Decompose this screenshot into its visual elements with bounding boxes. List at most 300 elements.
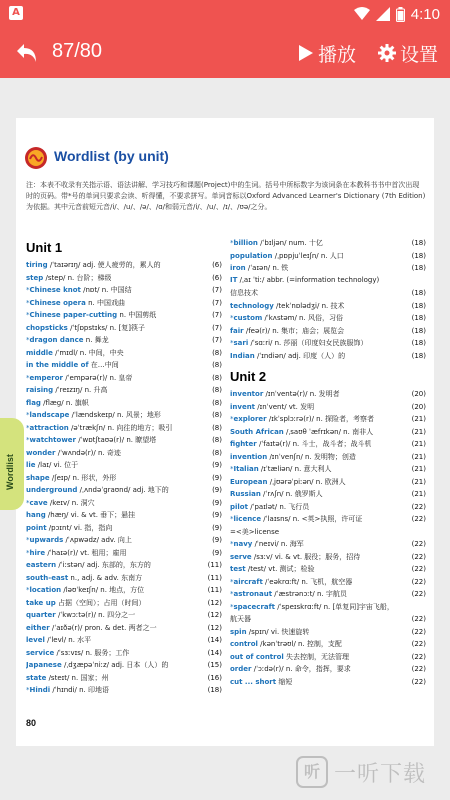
headword: test xyxy=(230,565,246,573)
definition: 占据（空间）；占用（时间） xyxy=(55,598,146,607)
word-entry-text xyxy=(26,285,132,295)
definition: /ˈaɪən/ n. 铁 xyxy=(245,264,289,272)
word-entry-text xyxy=(230,326,344,336)
page-ref: (12) xyxy=(207,623,222,632)
word-entry-text xyxy=(230,502,309,512)
headword: aircraft xyxy=(233,577,263,586)
word-entry-text xyxy=(26,685,109,695)
play-button[interactable] xyxy=(298,38,356,68)
page-ref: (20) xyxy=(411,402,426,411)
word-entry-text xyxy=(230,439,371,449)
headword: level xyxy=(26,636,45,644)
word-entry xyxy=(230,263,426,276)
page-ref: (7) xyxy=(212,286,222,294)
headword: emperor xyxy=(29,373,64,382)
star-marker: * xyxy=(26,411,30,419)
page-ref: (18) xyxy=(411,289,426,297)
word-entry xyxy=(230,527,426,540)
page-ref: (9) xyxy=(212,548,222,557)
headword: serve xyxy=(230,552,252,561)
word-entry xyxy=(26,273,222,286)
definition: /step/ n. 台阶；梯级 xyxy=(43,273,112,282)
word-entry xyxy=(230,313,426,326)
page-ref: (16) xyxy=(207,673,222,682)
definition: /ˈʌpwədz/ adv. 向上 xyxy=(63,536,132,544)
definition: /ˈempərə(r)/ n. 皇帝 xyxy=(63,373,133,382)
word-entry-text xyxy=(26,560,151,570)
page-ref: (9) xyxy=(212,461,222,469)
page-ref: (22) xyxy=(411,552,426,561)
definition: /ˈsɜːvɪs/ n. 服务；工作 xyxy=(54,648,130,657)
page-ref: (22) xyxy=(411,615,426,623)
star-marker: * xyxy=(230,314,234,322)
word-entry xyxy=(230,251,426,264)
page-ref: (22) xyxy=(411,577,426,586)
page-ref: (22) xyxy=(411,590,426,598)
page-ref: (21) xyxy=(411,427,426,436)
star-marker: * xyxy=(26,373,30,382)
headword: point xyxy=(26,523,47,532)
word-entry-text xyxy=(26,648,129,658)
definition: /ˈɔːdə(r)/ n. 命令，指挥，要求 xyxy=(251,665,351,673)
page-ref: (9) xyxy=(212,486,222,494)
definition: /ɪnˈvenʃn/ n. 发明物；创造 xyxy=(267,452,356,461)
definition: /ˈsɑːri/ n. 莎丽（印度妇女民族服饰） xyxy=(248,339,368,347)
headword: custom xyxy=(233,314,263,322)
page-ref: (21) xyxy=(411,415,426,423)
definition: /ˈrʌʃn/ n. 俄罗斯人 xyxy=(260,490,323,498)
word-entry-text xyxy=(26,260,161,270)
definition: /ɪnˈventə(r)/ n. 发明者 xyxy=(263,390,340,398)
headword: hire xyxy=(29,548,46,557)
headword: cave xyxy=(29,498,48,507)
definition: /steɪt/ n. 国家；州 xyxy=(46,673,109,682)
headword: tiring xyxy=(26,261,48,269)
star-marker: * xyxy=(230,339,234,347)
word-entry-text xyxy=(230,402,314,412)
word-entry-text xyxy=(26,585,144,595)
definition: /ʃeɪp/ n. 形状，外形 xyxy=(49,473,117,482)
headword: out of control xyxy=(230,652,284,661)
star-marker: * xyxy=(26,548,30,557)
definition: /flæɡ/ n. 旗帜 xyxy=(40,398,89,407)
headword: flag xyxy=(26,398,41,407)
page-ref: (9) xyxy=(212,511,222,519)
headword: Indian xyxy=(230,351,255,360)
word-entry-text xyxy=(230,639,342,649)
word-entry xyxy=(230,326,426,339)
headword: billion xyxy=(233,239,258,247)
word-entry xyxy=(26,623,222,636)
definition: =<美>license xyxy=(230,527,280,536)
star-marker: * xyxy=(230,465,234,473)
word-entry xyxy=(26,535,222,548)
word-entry-text xyxy=(230,288,258,298)
word-entry-text xyxy=(26,548,127,558)
word-entry xyxy=(230,489,426,502)
word-entry-text xyxy=(26,473,116,483)
page-ref: (9) xyxy=(212,473,222,482)
word-entry xyxy=(26,285,222,298)
word-entry xyxy=(26,510,222,523)
headword: sari xyxy=(233,339,249,347)
page-ref: (18) xyxy=(411,351,426,360)
headword: order xyxy=(230,665,252,673)
word-entry-text xyxy=(230,589,347,599)
headword: take up xyxy=(26,598,56,607)
word-entry xyxy=(230,564,426,577)
wordlist-heading: Wordlist (by unit) xyxy=(54,148,169,164)
headword: Chinese opera xyxy=(29,298,86,307)
side-tab-label: Wordlist xyxy=(5,454,15,490)
word-entry xyxy=(26,398,222,411)
status-bar xyxy=(0,0,450,28)
word-entry-text xyxy=(230,489,323,499)
definition: /ˈmɪdl/ n. 中间，中央 xyxy=(52,348,124,357)
page-ref: (7) xyxy=(212,311,222,319)
page-ref: (22) xyxy=(411,565,426,573)
word-entry-text xyxy=(230,276,379,284)
word-entry xyxy=(26,348,222,361)
word-entry-text xyxy=(26,385,107,395)
book-page[interactable] xyxy=(16,118,434,746)
star-marker: * xyxy=(230,515,234,523)
word-entry xyxy=(230,402,426,415)
headword: invention xyxy=(230,452,268,461)
definition: /test/ vt. 测试；检验 xyxy=(245,565,315,573)
word-entry xyxy=(230,351,426,364)
word-entry xyxy=(26,360,222,373)
word-entry xyxy=(26,498,222,511)
star-marker: * xyxy=(26,423,30,432)
word-entry xyxy=(26,548,222,561)
left-column xyxy=(26,238,222,698)
headword: inventor xyxy=(230,390,264,398)
headword: pilot xyxy=(230,502,248,511)
headword: state xyxy=(26,673,47,682)
word-entry-text xyxy=(230,564,315,574)
headword: upwards xyxy=(29,536,64,544)
definition: /ˈkwɔːtə(r)/ n. 四分之一 xyxy=(55,611,136,619)
word-entry xyxy=(26,573,222,586)
word-entry-text xyxy=(26,335,109,345)
headword: underground xyxy=(26,486,78,494)
definition: /pɔɪnt/ vi. 指，指向 xyxy=(46,523,113,532)
page-ref: (7) xyxy=(212,336,222,344)
definition: /ˈiːstən/ adj. 东部的，东方的 xyxy=(56,561,151,569)
star-marker: * xyxy=(230,415,234,423)
word-entry xyxy=(26,298,222,311)
unit-1-heading: Unit 1 xyxy=(26,240,63,255)
word-entry xyxy=(230,389,426,402)
headword: location xyxy=(29,586,62,594)
definition: /nɒt/ n. 中国结 xyxy=(80,286,132,294)
page-ref: (18) xyxy=(411,264,426,272)
word-entry-text xyxy=(230,602,394,612)
word-entry xyxy=(26,323,222,336)
word-entry xyxy=(26,260,222,273)
app-notification-icon: A xyxy=(9,6,23,20)
headword: navy xyxy=(233,540,253,548)
word-entry-text xyxy=(26,360,119,370)
word-entry xyxy=(26,610,222,623)
page-ref: (11) xyxy=(207,573,222,582)
definition: /ˈspeɪskrɑːft/ n. [单复同]宇宙飞船， xyxy=(275,602,394,611)
star-marker: * xyxy=(230,577,234,586)
word-entry xyxy=(26,385,222,398)
star-marker: * xyxy=(230,239,234,247)
definition: /hæŋ/ vi. & vt. 垂下；悬挂 xyxy=(45,511,136,519)
status-time: 4:10 xyxy=(410,5,440,23)
headword: raising xyxy=(26,386,54,394)
word-entry xyxy=(26,473,222,486)
word-entry xyxy=(26,660,222,673)
word-entry xyxy=(26,410,222,423)
word-entry-text xyxy=(230,389,340,399)
headword: attraction xyxy=(29,423,69,432)
headword: control xyxy=(230,640,258,648)
headword: explorer xyxy=(233,415,267,423)
headword: watchtower xyxy=(29,436,76,444)
word-entry-text xyxy=(26,523,112,533)
signal-icon xyxy=(376,7,390,21)
page-indicator: 87/80 xyxy=(52,40,103,62)
page-ref: (21) xyxy=(411,452,426,461)
headword: chopsticks xyxy=(26,323,68,332)
word-entry xyxy=(230,464,426,477)
definition: /ˈaɪðə(r)/ pron. & det. 两者之一 xyxy=(49,623,157,632)
definition: /ˌaɪ ˈtiː/ abbr. (=information technology) xyxy=(237,275,380,284)
page-ref: (15) xyxy=(207,661,222,669)
watermark-logo-icon: 听 xyxy=(296,756,328,788)
headword: service xyxy=(26,648,55,657)
word-entry-text xyxy=(230,263,288,273)
word-entry-text xyxy=(230,514,362,524)
word-entry xyxy=(230,539,426,552)
settings-button[interactable] xyxy=(378,38,438,68)
definition: /ˈlevl/ n. 水平 xyxy=(44,636,92,644)
word-entry-text xyxy=(26,273,111,283)
back-arrow-icon[interactable] xyxy=(14,40,40,66)
word-entry-text xyxy=(26,673,108,683)
definition: /tekˈnɒlədʒi/ n. 技术 xyxy=(273,301,345,310)
definition: /ˈreɪzɪŋ/ n. 升高 xyxy=(53,386,108,394)
headword: licence xyxy=(233,515,262,523)
definition: /ˌsaʊθ ˈæfrɪkən/ n. 南非人 xyxy=(283,427,374,436)
word-entry-text xyxy=(26,573,142,583)
definition: /ˈtʃɒpstɪks/ n. [复]筷子 xyxy=(67,323,145,332)
watermark-text: 一听下载 xyxy=(334,761,427,787)
page-ref: (18) xyxy=(411,251,426,260)
page-ref: (21) xyxy=(411,465,426,473)
word-entry xyxy=(26,435,222,448)
definition: /ˈbɪljən/ num. 十亿 xyxy=(257,239,323,247)
word-entry-text xyxy=(26,635,91,645)
star-marker: * xyxy=(26,286,30,294)
headword: shape xyxy=(26,473,50,482)
word-entry xyxy=(230,338,426,351)
star-marker: * xyxy=(26,498,30,507)
word-entry-text xyxy=(230,614,251,624)
word-entry xyxy=(230,288,426,301)
page-ref: (11) xyxy=(207,586,222,594)
wordlist-side-tab[interactable] xyxy=(0,418,24,510)
word-entry xyxy=(26,310,222,323)
headword: spacecraft xyxy=(233,602,276,611)
headword: European xyxy=(230,477,268,486)
headword: Japanese xyxy=(26,661,62,669)
word-entry-text xyxy=(230,351,345,361)
page-ref: (8) xyxy=(212,398,222,407)
definition: 在…中间 xyxy=(88,361,119,369)
word-entry xyxy=(230,627,426,640)
word-entry xyxy=(230,502,426,515)
definition: /əˈtrækʃn/ n. 向往的地方；吸引 xyxy=(68,423,173,432)
word-entry-text xyxy=(26,598,145,608)
page-ref: (21) xyxy=(411,490,426,498)
word-entry xyxy=(26,685,222,698)
word-entry-text xyxy=(230,664,351,674)
page-ref: (11) xyxy=(207,561,222,569)
word-entry-text xyxy=(26,373,132,383)
headword: fighter xyxy=(230,440,257,448)
definition: n. 中国戏曲 xyxy=(85,298,125,307)
word-entry-text xyxy=(26,398,89,408)
unit-2-heading: Unit 2 xyxy=(230,369,267,384)
word-entry-text xyxy=(26,423,172,433)
page-ref: (7) xyxy=(212,298,222,307)
headword: quarter xyxy=(26,611,56,619)
definition: /ləʊˈkeɪʃn/ n. 地点，方位 xyxy=(61,586,145,594)
word-entry-text xyxy=(26,535,132,545)
definition: /ˈwɒtʃtaʊə(r)/ n. 瞭望塔 xyxy=(76,436,157,444)
definition: /ɪˈtæliən/ n. 意大利人 xyxy=(258,465,332,473)
star-marker: * xyxy=(26,586,30,594)
definition: /ˈneɪvi/ n. 海军 xyxy=(252,540,304,548)
app-toolbar xyxy=(0,28,450,78)
word-entry xyxy=(26,585,222,598)
word-entry-text xyxy=(230,301,344,311)
word-entry-text xyxy=(26,498,95,508)
word-entry-text xyxy=(230,452,356,462)
word-entry-text xyxy=(230,552,360,562)
word-entry xyxy=(26,673,222,686)
page-ref: (6) xyxy=(212,273,222,282)
headword: lie xyxy=(26,461,36,469)
word-entry xyxy=(230,238,426,251)
definition: /ˈlændskeɪp/ n. 风景；地形 xyxy=(69,411,161,419)
star-marker: * xyxy=(26,536,30,544)
status-icons xyxy=(354,4,440,24)
definition: /kənˈtrəʊl/ n. 控制，支配 xyxy=(257,640,342,648)
definition: /ˈeəkrɑːft/ n. 飞机，航空器 xyxy=(262,577,353,586)
wifi-icon xyxy=(354,7,370,21)
word-entry-text xyxy=(26,660,168,670)
headword: fair xyxy=(230,326,244,335)
definition: /ˈpaɪlət/ n. 飞行员 xyxy=(247,502,310,511)
page-ref: (7) xyxy=(212,323,222,332)
word-entry xyxy=(230,577,426,590)
headword: hang xyxy=(26,511,46,519)
page-ref: (22) xyxy=(411,515,426,523)
word-entry-text xyxy=(230,464,332,474)
word-entry-text xyxy=(230,477,346,487)
word-entry-text xyxy=(230,414,374,424)
page-ref: (8) xyxy=(212,423,222,432)
page-ref: (18) xyxy=(411,326,426,335)
definition: /ɪnˈvent/ vt. 发明 xyxy=(255,402,315,411)
page-ref: (18) xyxy=(411,239,426,247)
word-entry xyxy=(26,485,222,498)
wordlist-logo-icon xyxy=(24,146,48,170)
star-marker: * xyxy=(230,590,234,598)
word-entry xyxy=(26,335,222,348)
word-entry xyxy=(230,301,426,314)
word-entry-text xyxy=(230,251,344,261)
page-ref: (8) xyxy=(212,411,222,419)
definition: /ˌdʒæpəˈniːz/ adj. 日本（人）的 xyxy=(61,661,169,669)
headword: South African xyxy=(230,427,284,436)
definition: 失去控制，无法管理 xyxy=(283,652,350,661)
word-entry xyxy=(26,448,222,461)
definition: n. 舞龙 xyxy=(83,336,109,344)
word-entry-text xyxy=(230,313,343,323)
word-entry xyxy=(230,652,426,665)
definition: /ɪkˈsplɔːrə(r)/ n. 探险者，考察者 xyxy=(266,415,375,423)
definition: /feə(r)/ n. 集市；庙会；展览会 xyxy=(243,326,345,335)
page-number: 80 xyxy=(26,718,37,728)
page-ref: (22) xyxy=(411,677,426,686)
word-entry-text xyxy=(230,338,368,348)
definition: 信息技术 xyxy=(230,289,258,297)
word-entry-text xyxy=(26,410,161,420)
word-entry xyxy=(230,602,426,615)
page-ref: (22) xyxy=(411,540,426,548)
wordlist-note: 注：本表不收录有关指示语、语法讲解、学习技巧和课题(Project)中的生词。括号中所标数字为该词条在本教科书书中首次出现时的页码。带*号的单词只要求会读、听得懂，不要求拼写。单词音标以Oxford Advanced Learner's Dictionary (7th Edition)为依据。其中元音前短元音/i/、/u/、/ə/、/ɑ/和弱元音/i/、/u/、/ɪ/、/ʊə/之分。 xyxy=(26,181,426,211)
definition: /laɪ/ vi. 位于 xyxy=(35,461,79,469)
page-ref: (22) xyxy=(411,665,426,673)
definition: /ˈkʌstəm/ n. 风俗，习俗 xyxy=(262,314,343,322)
page-ref: (22) xyxy=(411,640,426,648)
definition: /ˈæstrənɔːt/ n. 宇航员 xyxy=(272,590,347,598)
definition: /ˈhɪndi/ n. 印地语 xyxy=(50,686,109,694)
definition: /ˈhaɪə(r)/ vt. 租用；雇用 xyxy=(45,548,127,557)
word-entry xyxy=(230,414,426,427)
page-ref: (8) xyxy=(212,436,222,444)
definition: n., adj. & adv. 东南方 xyxy=(68,573,143,582)
page-ref: (14) xyxy=(207,648,222,657)
star-marker: * xyxy=(230,602,234,611)
play-icon xyxy=(298,44,314,62)
word-entry-text xyxy=(26,348,124,358)
word-entry-text xyxy=(230,427,373,437)
word-entry xyxy=(230,664,426,677)
word-entry-text xyxy=(230,577,352,587)
word-entry xyxy=(230,677,426,690)
page-ref: (8) xyxy=(212,348,222,357)
headword: invent xyxy=(230,402,256,411)
word-entry-text xyxy=(230,539,304,549)
definition: /ˈfaɪtə(r)/ n. 斗士，战斗者；战斗机 xyxy=(256,440,372,448)
word-entry-text xyxy=(230,652,349,662)
page-ref: (6) xyxy=(212,261,222,269)
headword: Chinese paper-cutting xyxy=(29,311,118,319)
headword: Chinese knot xyxy=(29,286,81,294)
definition: 航天器 xyxy=(230,615,251,623)
star-marker: * xyxy=(230,540,234,548)
page-ref: (20) xyxy=(411,390,426,398)
page-ref: (9) xyxy=(212,536,222,544)
